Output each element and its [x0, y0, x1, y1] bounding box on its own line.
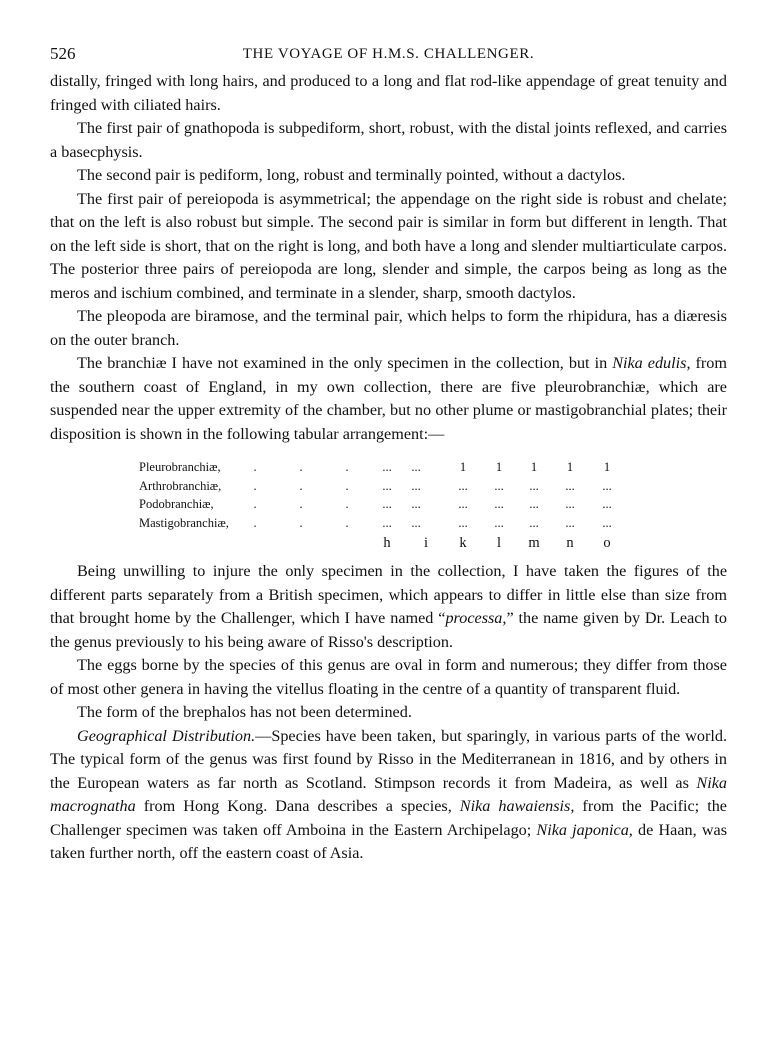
branchial-table-cell: 1	[459, 460, 467, 474]
branchial-table-cell: ...	[458, 478, 468, 493]
branchial-table-cell: .	[299, 478, 303, 493]
page-number: 526	[50, 44, 76, 63]
section-heading-geographical-distribution: Geographical Distribution.	[77, 726, 256, 745]
branchial-table	[50, 458, 727, 554]
branchial-table-rows	[50, 458, 727, 532]
paragraph-10	[50, 725, 727, 866]
page-header	[50, 44, 727, 70]
branchial-table-cell: 1	[530, 460, 538, 474]
paragraph-10-text-3: from the Pacific; the Challenger specimen was taken off Amboina in the Eastern Archipelago;	[50, 797, 727, 839]
branchial-table-cell: ...	[411, 460, 421, 474]
paragraph-7	[50, 560, 727, 654]
branchial-table-cell: .	[345, 515, 349, 530]
paragraph-3: The second pair is pediform, long, robust and terminally pointed, without a dactylos.	[77, 166, 626, 184]
branchial-table-cell: ...	[494, 515, 504, 530]
branchial-table-cell: ...	[565, 515, 575, 530]
branchial-row-label: Pleurobranchiæ,	[139, 460, 221, 474]
branchial-table-cell: ...	[382, 515, 392, 530]
branchial-table-cell: ...	[458, 497, 468, 511]
branchial-table-cell: 1	[603, 460, 611, 474]
paragraph-10-text-4: de Haan, was taken further north, off the eastern coast of Asia.	[50, 820, 727, 862]
branchial-column-header: l	[496, 535, 502, 551]
branchial-table-cell: ...	[602, 515, 612, 530]
species-name-nika-macrognatha: Nika macrognatha	[50, 773, 727, 815]
branchial-column-header: m	[528, 535, 540, 551]
branchial-table-cell: ...	[565, 497, 575, 511]
branchial-table-cell: .	[299, 515, 303, 530]
branchial-table-row	[50, 514, 727, 533]
branchial-column-header: i	[423, 535, 429, 551]
branchial-table-cell: .	[299, 460, 303, 474]
branchial-column-header: o	[603, 535, 611, 551]
branchial-table-row	[50, 477, 727, 496]
branchial-table-cell: ...	[411, 478, 421, 493]
branchial-table-cell: ...	[529, 497, 539, 511]
branchial-table-cell: ...	[602, 497, 612, 511]
species-name-nika-japonica: Nika japonica,	[536, 820, 633, 839]
branchial-table-cell: ...	[494, 497, 504, 511]
branchial-table-cell: ...	[602, 478, 612, 493]
species-name-nika-edulis: Nika edulis,	[612, 354, 691, 372]
branchial-table-cell: ...	[382, 497, 392, 511]
branchial-table-cell: ...	[529, 515, 539, 530]
branchial-table-cell: ...	[411, 497, 421, 511]
paragraph-7-text-1: Being unwilling to injure the only specimen in the collection, I have taken the figures of the different parts separately from a British specimen, which appears to differ in little else than size from that brought home by the Challenger, which I have named “	[50, 562, 727, 627]
branchial-table-cell: .	[299, 497, 303, 511]
document-page	[50, 44, 727, 866]
paragraph-7-text-2: ” the name given by Dr. Leach to the genus previously to his being aware of Risso's description.	[50, 609, 727, 651]
branchial-table-cell: .	[253, 497, 257, 511]
paragraph-9: The form of the brephalos has not been determined.	[77, 703, 412, 721]
branchial-table-cell: ...	[411, 515, 421, 530]
branchial-table-cell: .	[253, 460, 257, 474]
paragraph-10-text-1: —Species have been taken, but sparingly, in various parts of the world. The typical form of the genus was first found by Risso in the Mediterranean in 1816, and by others in the European waters as far north as Scotland. Stimpson records it from Madeira, as well as	[50, 726, 727, 792]
branchial-table-cell: .	[253, 515, 257, 530]
branchial-table-cell: .	[253, 478, 257, 493]
paragraph-2: The first pair of gnathopoda is subpediform, short, robust, with the distal joints reflexed, and carries a basecphysis.	[50, 119, 727, 161]
branchial-table-cell: ...	[382, 460, 392, 474]
branchial-table-row	[50, 458, 727, 477]
branchial-table-cell: ...	[565, 478, 575, 493]
branchial-table-cell: ...	[458, 515, 468, 530]
branchial-table-cell: ...	[529, 478, 539, 493]
paragraph-6-text-1: The branchiæ I have not examined in the only specimen in the collection, but in	[77, 354, 613, 372]
branchial-table-cell: .	[345, 460, 349, 474]
branchial-table-row	[50, 495, 727, 514]
branchial-row-label: Arthrobranchiæ,	[139, 478, 222, 493]
branchial-column-header: n	[566, 535, 574, 551]
paragraph-10-text-2: from Hong Kong. Dana describes a species,	[135, 797, 460, 815]
genus-name-processa: processa,	[445, 609, 507, 627]
branchial-column-header: h	[383, 535, 391, 551]
branchial-table-cell: ...	[382, 478, 392, 493]
branchial-table-cell: .	[345, 478, 349, 493]
branchial-table-cell: 1	[566, 460, 574, 474]
paragraph-6-text-2: from the southern coast of England, in my own collection, there are five pleurobranchiæ, which are suspended near the upper extremity of the chamber, but no other plume or mastigobranchial plates; their disposition is shown in the following tabular arrangement:—	[50, 354, 727, 443]
branchial-table-cell: .	[345, 497, 349, 511]
species-name-nika-hawaiensis: Nika hawaiensis,	[459, 797, 575, 815]
paragraph-6	[50, 352, 727, 446]
branchial-table-cell: 1	[495, 460, 503, 474]
body-text	[50, 70, 727, 866]
paragraph-8: The eggs borne by the species of this genus are oval in form and numerous; they differ from those of most other genera in having the vitellus floating in the centre of a quantity of transparent fluid.	[50, 656, 727, 698]
branchial-table-cell: ...	[494, 478, 504, 493]
paragraph-4: The first pair of pereiopoda is asymmetrical; the appendage on the right side is robust and chelate; that on the left is also robust but simple. The second pair is similar in form but different in length. That on the left side is short, that on the right is long, and both have a long and slender multiarticulate carpos. The posterior three pairs of pereiopoda are long, slender and simple, the carpos being as long as the meros and ischium combined, and terminate in a slender, sharp, smooth dactylos.	[50, 189, 727, 302]
branchial-table-column-headers	[50, 532, 727, 554]
branchial-row-label: Podobranchiæ,	[139, 497, 214, 511]
running-title: THE VOYAGE OF H.M.S. CHALLENGER.	[242, 46, 535, 62]
paragraph-5: The pleopoda are biramose, and the terminal pair, which helps to form the rhipidura, has a diæresis on the outer branch.	[50, 307, 727, 349]
paragraph-1: distally, fringed with long hairs, and produced to a long and flat rod-like appendage of great tenuity and fringed with ciliated hairs.	[50, 72, 727, 114]
branchial-row-label: Mastigobranchiæ,	[139, 515, 229, 530]
branchial-column-header: k	[459, 535, 467, 551]
